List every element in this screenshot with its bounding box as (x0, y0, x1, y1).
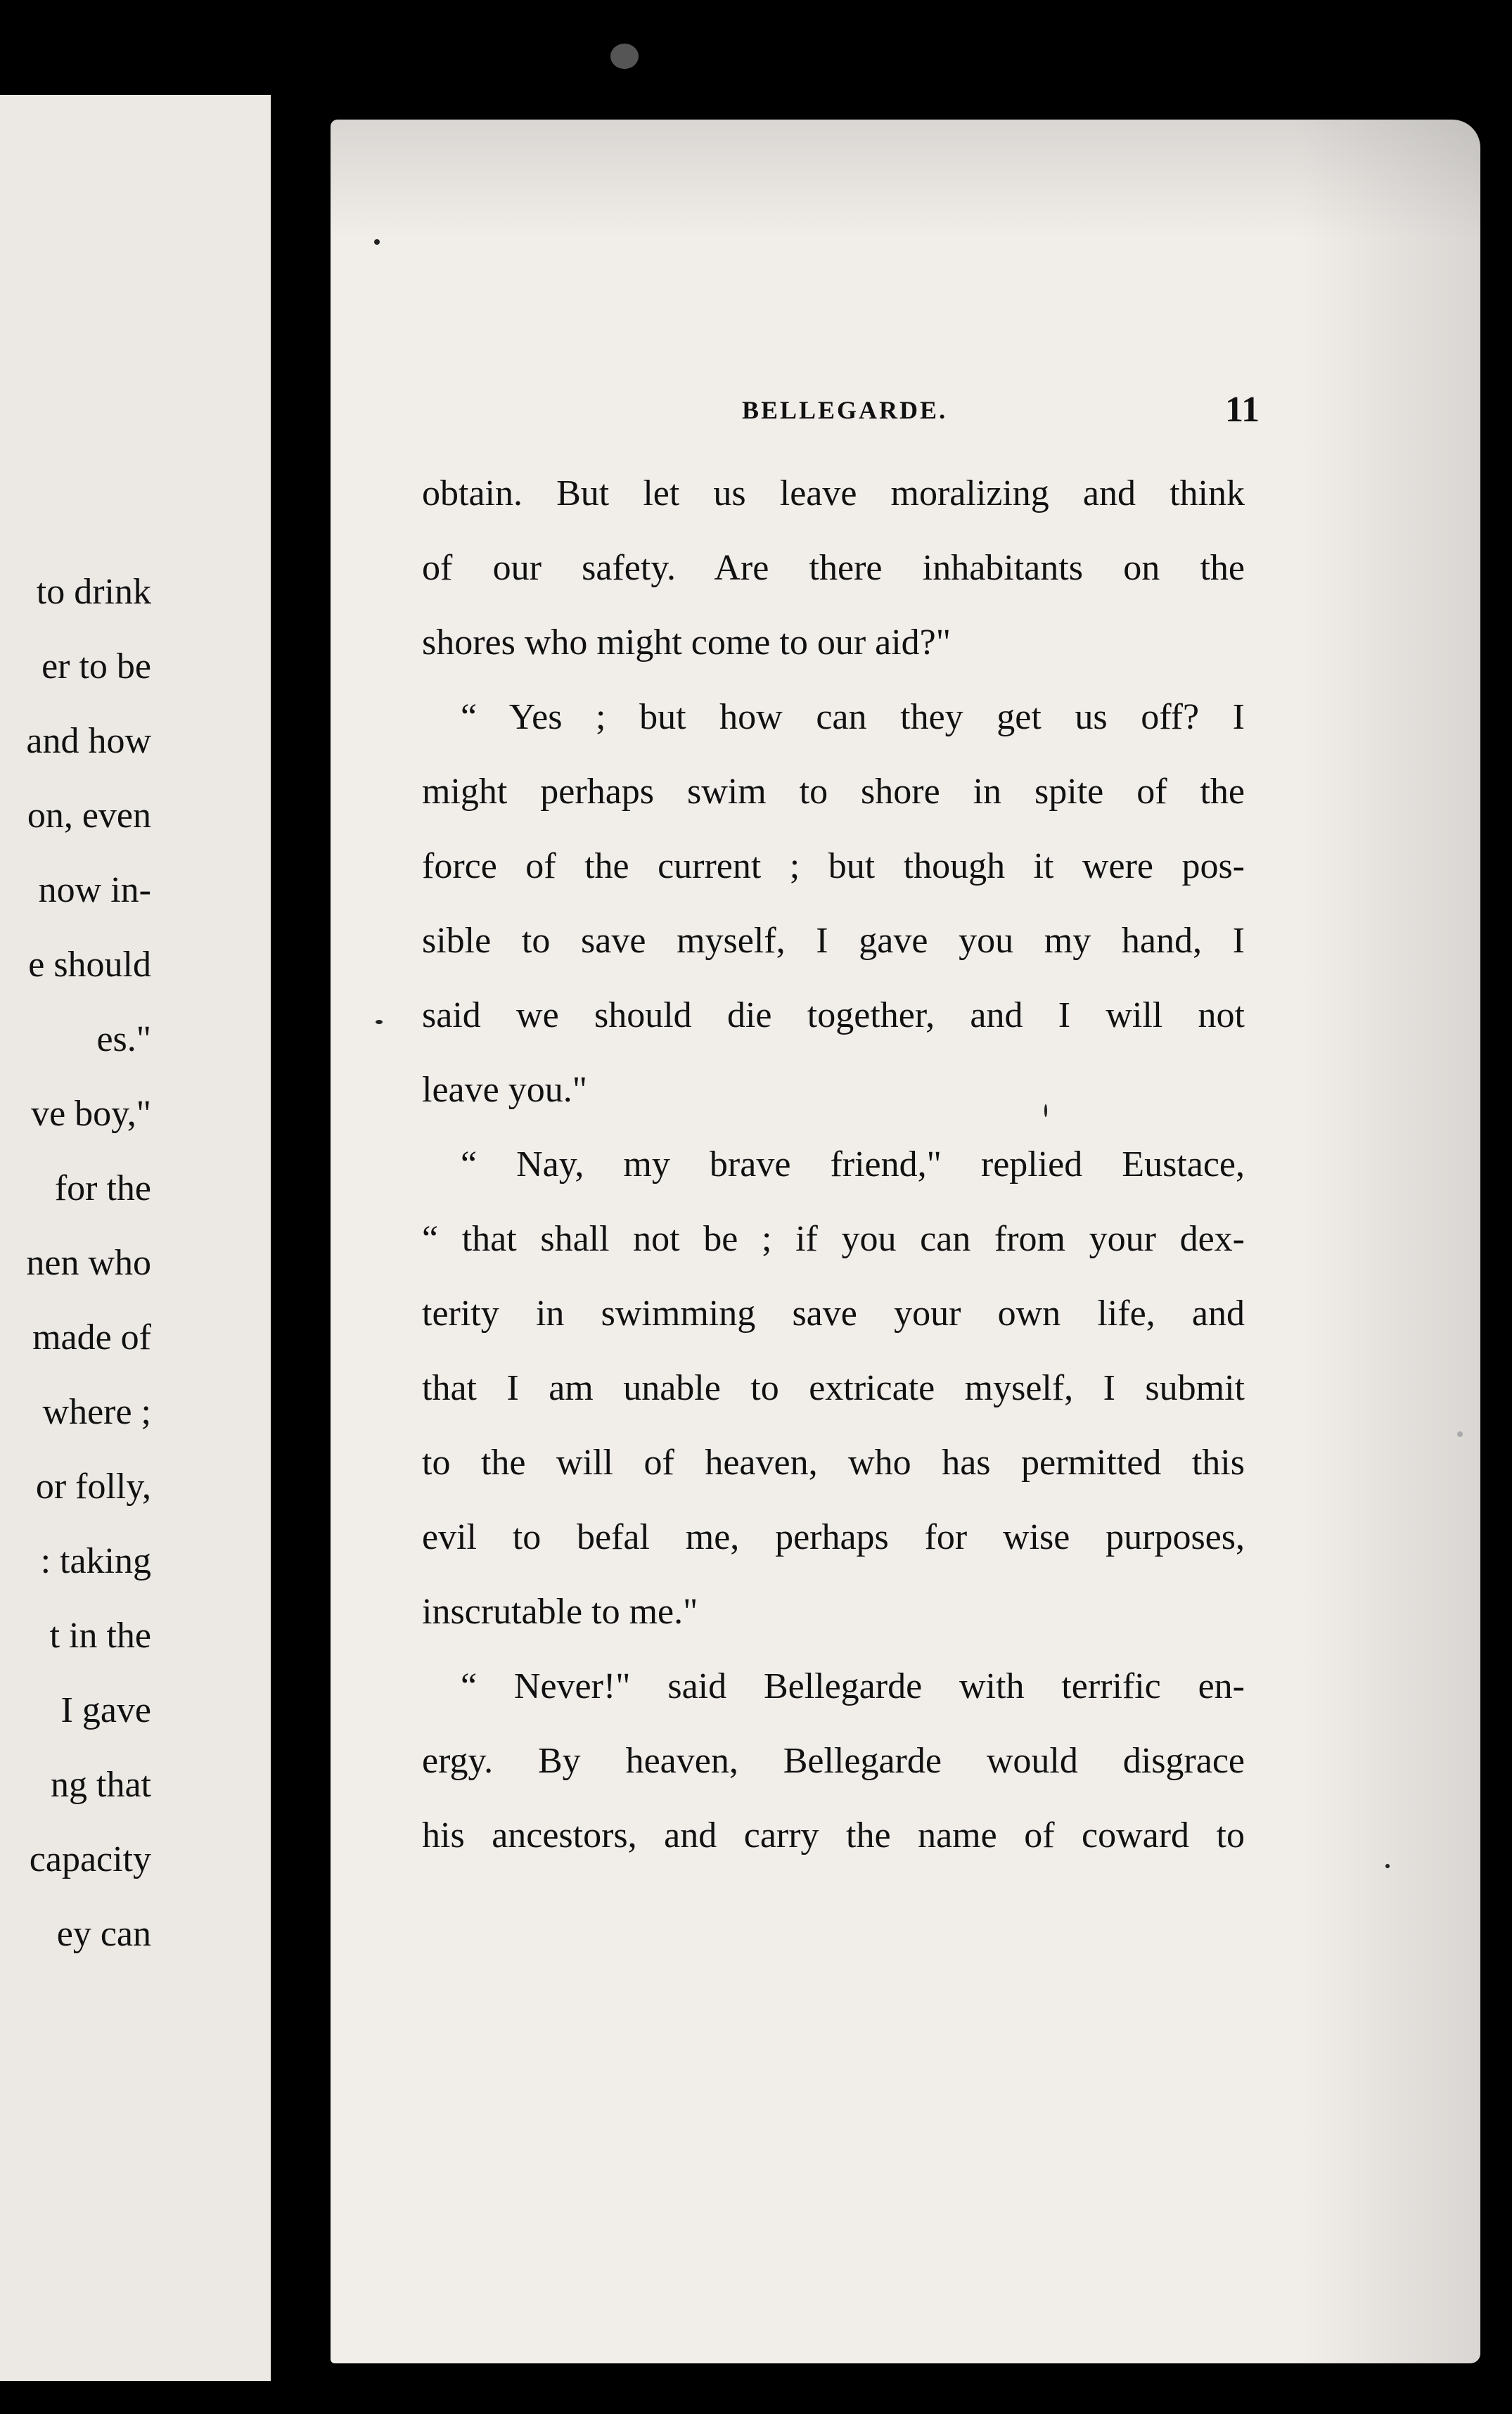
left-line: for the (54, 1168, 151, 1208)
scan-speck (1385, 1864, 1390, 1868)
left-line: es." (96, 1019, 151, 1059)
left-line: on, even (27, 796, 151, 836)
left-line: t in the (49, 1616, 151, 1656)
left-page (0, 95, 275, 2381)
left-line: ng that (51, 1765, 151, 1805)
text-line: his ancestors, and carry the name of coward to (422, 1815, 1245, 1856)
text-line: “ Never!" said Bellegarde with terrific en- (461, 1666, 1245, 1706)
scan-speck (1457, 1431, 1463, 1437)
scan-speck (1044, 1104, 1047, 1117)
left-line: ve boy," (31, 1094, 151, 1134)
text-line: “ Yes ; but how can they get us off? I (461, 697, 1245, 737)
left-line: and how (26, 721, 151, 761)
left-line: e should (28, 945, 151, 985)
left-line: to drink (36, 572, 151, 612)
book-gutter (271, 0, 333, 2414)
scan-speck (374, 239, 380, 245)
text-line: sible to save myself, I gave you my hand, I (422, 921, 1245, 961)
left-line: I gave (60, 1690, 151, 1730)
text-line: said we should die together, and I will not (422, 995, 1245, 1035)
page-number: 11 (1225, 390, 1260, 430)
left-line: or folly, (35, 1467, 151, 1507)
text-line: obtain. But let us leave moralizing and think (422, 473, 1245, 513)
scan-speck (610, 44, 639, 69)
left-line: where ; (42, 1392, 151, 1432)
left-line: now in- (38, 870, 151, 910)
page-body-text (422, 471, 1245, 1888)
text-line: “ that shall not be ; if you can from your dex- (422, 1219, 1245, 1259)
left-line: : taking (40, 1541, 151, 1581)
text-line: inscrutable to me." (422, 1592, 698, 1632)
text-line: ergy. By heaven, Bellegarde would disgrace (422, 1741, 1245, 1781)
text-line: that I am unable to extricate myself, I submit (422, 1368, 1245, 1408)
text-line: force of the current ; but though it were pos- (422, 846, 1245, 886)
left-line: er to be (41, 646, 151, 686)
text-line: evil to befal me, perhaps for wise purposes, (422, 1517, 1245, 1557)
main-page (331, 120, 1480, 2363)
text-line: “ Nay, my brave friend," replied Eustace, (461, 1144, 1245, 1184)
running-head: BELLEGARDE. (742, 396, 948, 424)
left-line: nen who (26, 1243, 151, 1283)
text-line: to the will of heaven, who has permitted this (422, 1443, 1245, 1483)
page-top-shadow (331, 120, 1480, 239)
text-line: leave you." (422, 1070, 587, 1110)
text-line: shores who might come to our aid?" (422, 622, 951, 663)
page-edge-shadow (1298, 120, 1480, 2363)
left-page-text (0, 570, 151, 1986)
text-line: of our safety. Are there inhabitants on the (422, 548, 1245, 588)
scan-speck (376, 1020, 383, 1024)
left-line: capacity (29, 1839, 151, 1879)
text-line: might perhaps swim to shore in spite of the (422, 772, 1245, 812)
text-line: terity in swimming save your own life, and (422, 1294, 1245, 1334)
left-line: made of (32, 1317, 151, 1358)
left-line: ey can (56, 1914, 151, 1954)
